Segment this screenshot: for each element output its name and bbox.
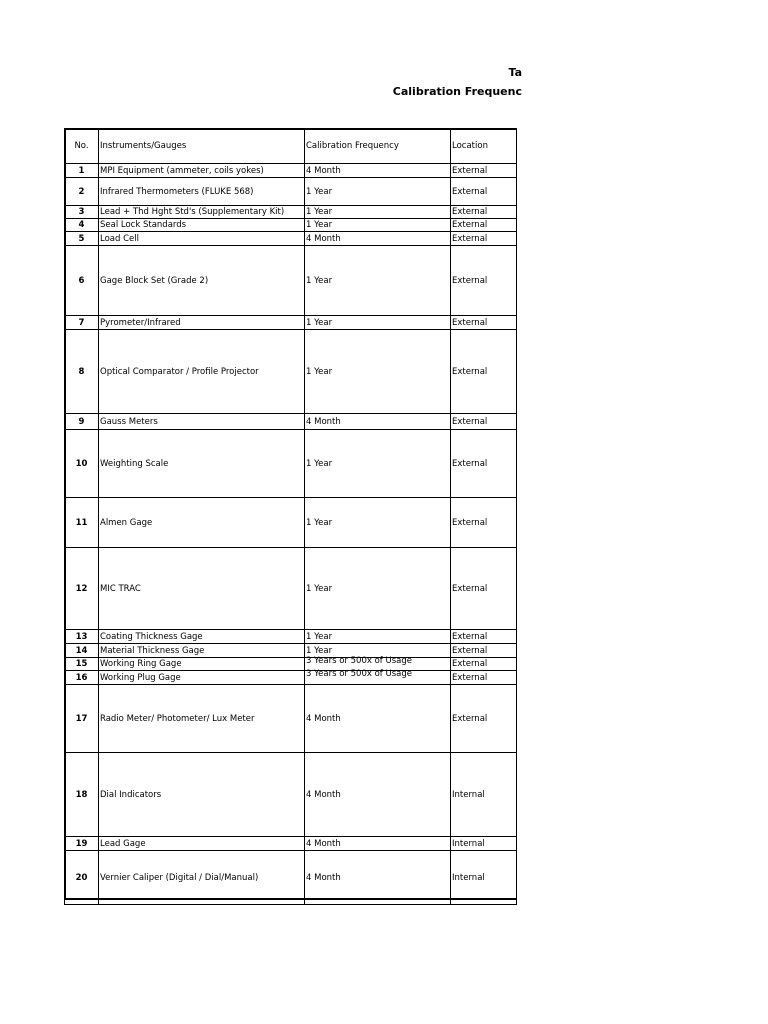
row-number: 6	[65, 246, 99, 316]
row-instrument: Vernier Caliper (Digital / Dial/Manual)	[99, 851, 305, 905]
row-frequency: 1 Year	[305, 630, 451, 644]
row-number: 19	[65, 837, 99, 851]
row-frequency: 4 Month	[305, 753, 451, 837]
row-number: 2	[65, 178, 99, 206]
row-number: 12	[65, 548, 99, 630]
row-frequency: 3 Years or 500x of Usage	[305, 671, 451, 685]
row-frequency: 1 Year	[305, 430, 451, 498]
row-number: 4	[65, 219, 99, 232]
row-instrument: Weighting Scale	[99, 430, 305, 498]
header-location: Location	[451, 129, 517, 164]
row-location: External	[451, 206, 517, 219]
table-row	[65, 219, 517, 232]
row-number: 3	[65, 206, 99, 219]
row-instrument: Radio Meter/ Photometer/ Lux Meter	[99, 685, 305, 753]
table-row	[65, 430, 517, 498]
row-location: External	[451, 414, 517, 430]
table-row	[65, 658, 517, 671]
row-location: External	[451, 430, 517, 498]
row-location: External	[451, 498, 517, 548]
calibration-table-wrapper	[64, 128, 516, 900]
row-number: 7	[65, 316, 99, 330]
row-location: Internal	[451, 837, 517, 851]
row-frequency: 1 Year	[305, 644, 451, 658]
table-row	[65, 644, 517, 658]
table-header-row	[65, 129, 517, 164]
row-instrument: Dial Indicators	[99, 753, 305, 837]
row-number: 14	[65, 644, 99, 658]
row-instrument: Lead Gage	[99, 837, 305, 851]
row-frequency: 1 Year	[305, 246, 451, 316]
row-frequency: 1 Year	[305, 498, 451, 548]
row-location: External	[451, 630, 517, 644]
row-instrument: Load Cell	[99, 232, 305, 246]
row-location: External	[451, 685, 517, 753]
table-row	[65, 178, 517, 206]
row-number: 11	[65, 498, 99, 548]
row-frequency: 1 Year	[305, 206, 451, 219]
calibration-table	[64, 128, 517, 905]
row-frequency: 4 Month	[305, 414, 451, 430]
row-instrument: Pyrometer/Infrared	[99, 316, 305, 330]
row-frequency: 3 Years or 500x of Usage	[305, 658, 451, 671]
row-frequency: 4 Month	[305, 164, 451, 178]
row-instrument: Working Plug Gage	[99, 671, 305, 685]
row-location: External	[451, 178, 517, 206]
table-title: Ta	[508, 66, 522, 79]
row-number: 13	[65, 630, 99, 644]
row-instrument: Optical Comparator / Profile Projector	[99, 330, 305, 414]
table-row	[65, 330, 517, 414]
row-number: 20	[65, 851, 99, 905]
row-instrument: Working Ring Gage	[99, 658, 305, 671]
title-line-1-clip	[0, 64, 522, 80]
row-location: External	[451, 316, 517, 330]
table-row	[65, 232, 517, 246]
row-instrument: Gauss Meters	[99, 414, 305, 430]
row-instrument: Gage Block Set (Grade 2)	[99, 246, 305, 316]
table-row	[65, 548, 517, 630]
header-frequency: Calibration Frequency	[305, 129, 451, 164]
row-frequency: 4 Month	[305, 685, 451, 753]
row-number: 9	[65, 414, 99, 430]
table-row	[65, 753, 517, 837]
row-number: 5	[65, 232, 99, 246]
row-location: External	[451, 548, 517, 630]
row-instrument: Seal Lock Standards	[99, 219, 305, 232]
header-instrument: Instruments/Gauges	[99, 129, 305, 164]
row-location: Internal	[451, 753, 517, 837]
row-location: External	[451, 232, 517, 246]
row-location: External	[451, 246, 517, 316]
row-frequency: 4 Month	[305, 837, 451, 851]
header-no: No.	[65, 129, 99, 164]
row-location: External	[451, 164, 517, 178]
row-number: 18	[65, 753, 99, 837]
row-number: 8	[65, 330, 99, 414]
table-row	[65, 685, 517, 753]
table-row	[65, 164, 517, 178]
table-subtitle: Calibration Frequenc	[392, 85, 522, 98]
table-row	[65, 837, 517, 851]
row-frequency: 1 Year	[305, 316, 451, 330]
row-frequency: 4 Month	[305, 851, 451, 905]
row-instrument: MIC TRAC	[99, 548, 305, 630]
table-row	[65, 671, 517, 685]
row-frequency: 1 Year	[305, 178, 451, 206]
row-location: External	[451, 671, 517, 685]
table-row	[65, 206, 517, 219]
row-instrument: Lead + Thd Hght Std's (Supplementary Kit)	[99, 206, 305, 219]
row-frequency: 1 Year	[305, 219, 451, 232]
table-row	[65, 316, 517, 330]
row-frequency: 1 Year	[305, 330, 451, 414]
row-frequency: 1 Year	[305, 548, 451, 630]
row-instrument: Coating Thickness Gage	[99, 630, 305, 644]
row-location: Internal	[451, 851, 517, 905]
row-number: 1	[65, 164, 99, 178]
table-bottom-border	[64, 898, 516, 900]
row-instrument: Material Thickness Gage	[99, 644, 305, 658]
row-frequency: 4 Month	[305, 232, 451, 246]
row-number: 10	[65, 430, 99, 498]
row-location: External	[451, 644, 517, 658]
table-top-border	[64, 128, 516, 130]
row-number: 17	[65, 685, 99, 753]
row-number: 16	[65, 671, 99, 685]
row-instrument: MPI Equipment (ammeter, coils yokes)	[99, 164, 305, 178]
table-row	[65, 414, 517, 430]
row-number: 15	[65, 658, 99, 671]
table-row	[65, 246, 517, 316]
table-left-border	[64, 128, 66, 900]
title-line-2-clip	[0, 83, 522, 99]
table-row	[65, 498, 517, 548]
row-instrument: Almen Gage	[99, 498, 305, 548]
table-row	[65, 851, 517, 905]
row-instrument: Infrared Thermometers (FLUKE 568)	[99, 178, 305, 206]
row-location: External	[451, 330, 517, 414]
table-row	[65, 630, 517, 644]
row-location: External	[451, 658, 517, 671]
row-location: External	[451, 219, 517, 232]
